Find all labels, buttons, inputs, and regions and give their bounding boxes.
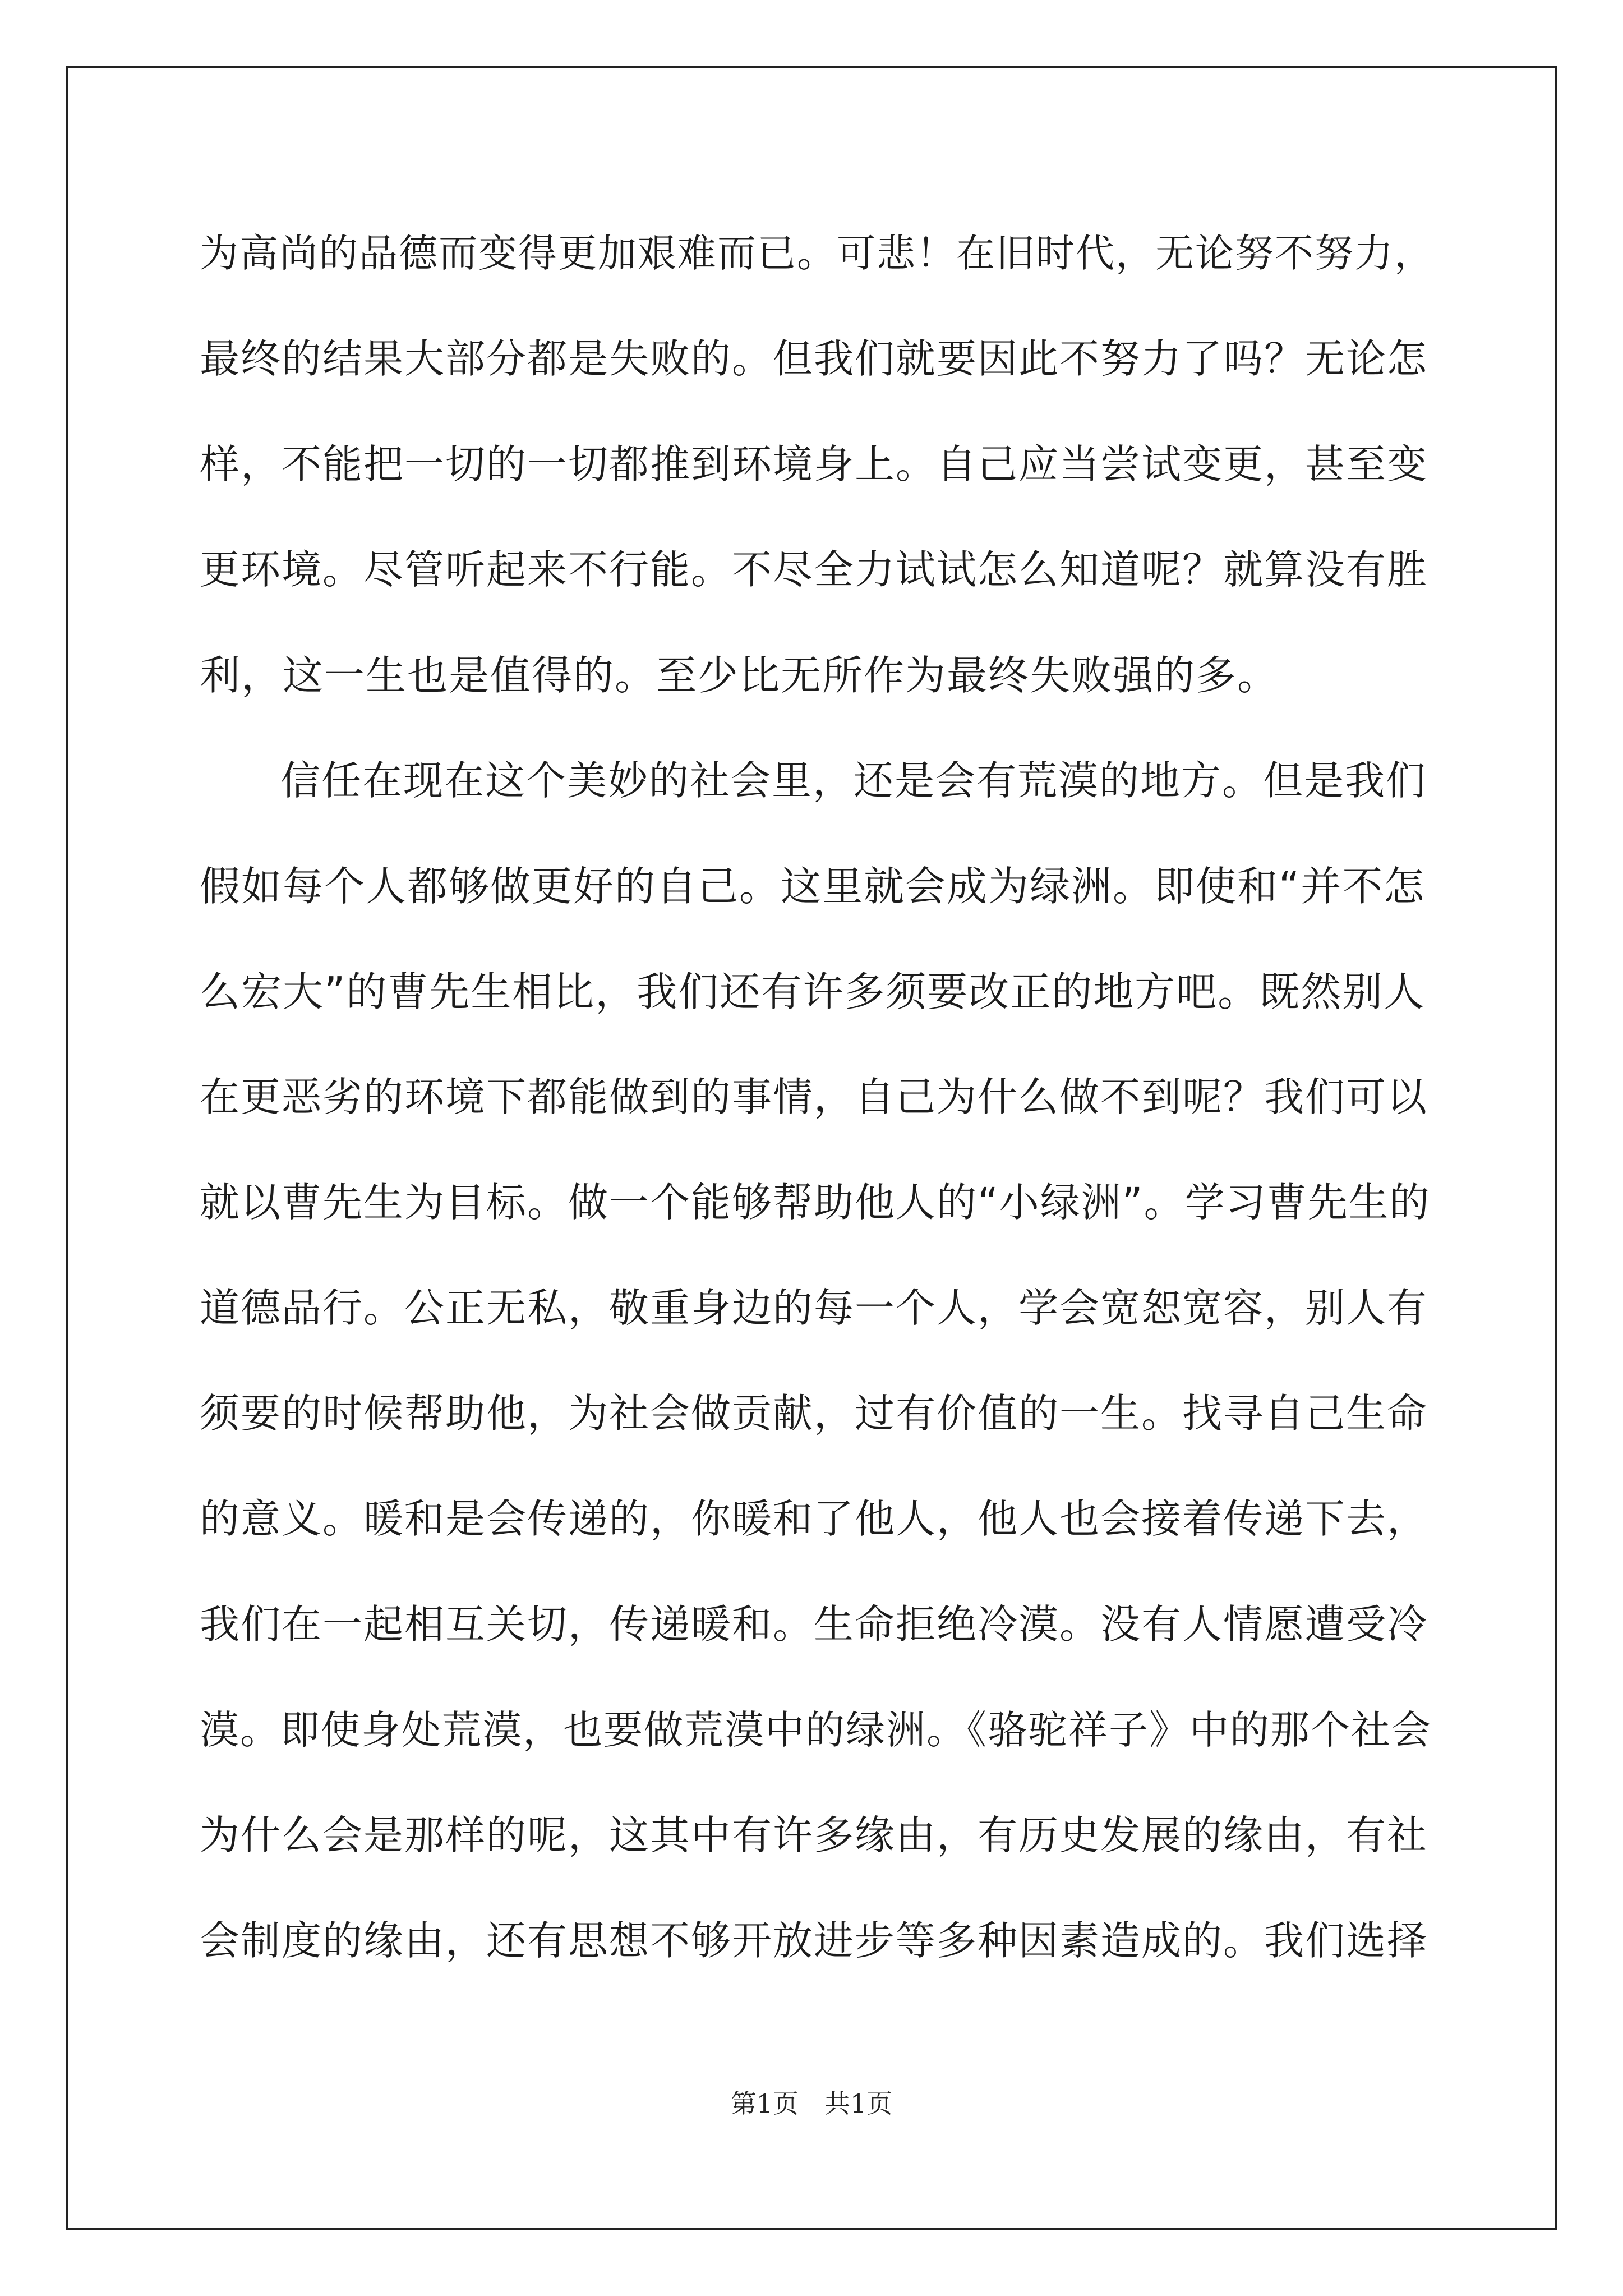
text-line: 就以曹先生为目标。做一个能够帮助他人的“小绿洲”。学习曹先生的 [200, 1179, 1431, 1226]
text-line: 我们在一起相互关切，传递暖和。生命拒绝冷漠。没有人情愿遭受冷 [200, 1601, 1428, 1648]
text-line: 须要的时候帮助他，为社会做贡献，过有价值的一生。找寻自己生命 [200, 1390, 1428, 1437]
text-line: 更环境。尽管听起来不行能。不尽全力试试怎么知道呢？就算没有胜 [200, 546, 1428, 593]
text-line: 信任在现在这个美妙的社会里，还是会有荒漠的地方。但是我们 [280, 757, 1427, 804]
text-line: 最终的结果大部分都是失败的。但我们就要因此不努力了吗？无论怎 [200, 335, 1428, 382]
text-line: 漠。即使身处荒漠，也要做荒漠中的绿洲。《骆驼祥子》中的那个社会 [200, 1707, 1432, 1753]
text-line: 的意义。暖和是会传递的，你暖和了他人，他人也会接着传递下去， [200, 1496, 1428, 1542]
text-line: 为什么会是那样的呢，这其中有许多缘由，有历史发展的缘由，有社 [200, 1812, 1428, 1858]
text-line: 为高尚的品德而变得更加艰难而已。可悲！在旧时代，无论努不努力， [200, 231, 1434, 276]
text-line: 假如每个人都够做更好的自己。这里就会成为绿洲。即使和“并不怎 [200, 863, 1426, 910]
page-border [66, 66, 1557, 2230]
page-number-footer: 第1页 共1页 [730, 2088, 893, 2119]
text-line: 会制度的缘由，还有思想不够开放进步等多种因素造成的。我们选择 [200, 1917, 1428, 1964]
text-line: 道德品行。公正无私，敬重身边的每一个人，学会宽恕宽容，别人有 [200, 1285, 1428, 1331]
text-line: 利，这一生也是值得的。至少比无所作为最终失败强的多。 [200, 652, 1279, 699]
text-line: 在更恶劣的环境下都能做到的事情，自己为什么做不到呢？我们可以 [200, 1074, 1428, 1120]
text-line: 么宏大”的曹先生相比，我们还有许多须要改正的地方吧。既然别人 [200, 968, 1426, 1015]
text-line: 样，不能把一切的一切都推到环境身上。自己应当尝试变更，甚至变 [200, 441, 1428, 487]
